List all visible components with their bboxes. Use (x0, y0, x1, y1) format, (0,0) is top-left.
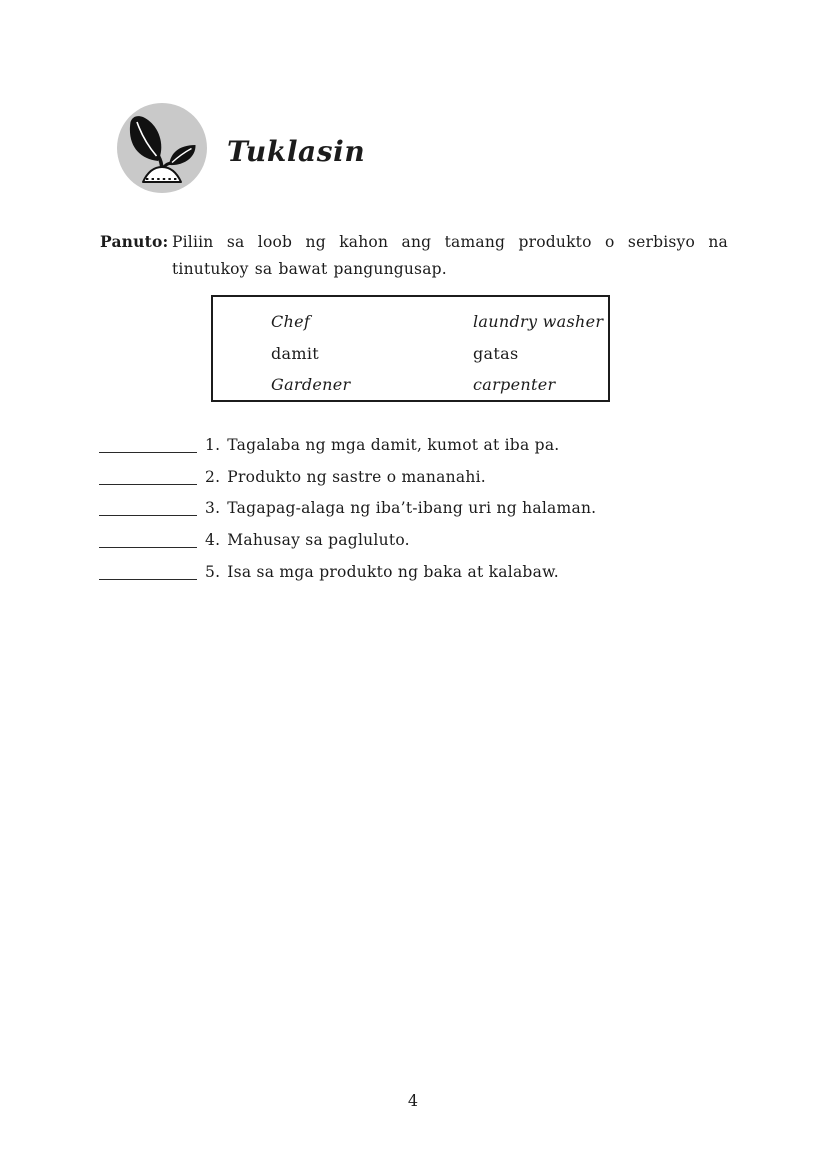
section-title: Tuklasin (227, 135, 366, 168)
question-number: 5. (205, 562, 221, 581)
word-bank-item: gatas (473, 343, 519, 363)
word-bank-item: carpenter (473, 375, 556, 395)
question-row (99, 436, 596, 468)
question-text: Produkto ng sastre o mananahi. (227, 467, 486, 486)
question-row (99, 499, 596, 531)
question-text: Isa sa mga produkto ng baka at kalabaw. (227, 562, 559, 581)
word-bank-row (213, 306, 608, 338)
answer-blank[interactable] (99, 503, 197, 516)
word-bank-item: laundry washer (473, 312, 604, 332)
question-number: 2. (205, 467, 221, 486)
question-row (99, 531, 596, 563)
word-bank-item: damit (271, 343, 319, 363)
word-bank-item: Gardener (271, 375, 351, 395)
word-bank-box (211, 295, 610, 402)
seedling-icon (117, 103, 207, 193)
answer-blank[interactable] (99, 440, 197, 453)
answer-blank[interactable] (99, 472, 197, 485)
answer-blank[interactable] (99, 535, 197, 548)
question-text: Tagalaba ng mga damit, kumot at iba pa. (227, 436, 560, 454)
instructions-text: Piliin sa loob ng kahon ang tamang produkto o serbisyo na tinutukoy sa bawat pangungusap. (172, 233, 728, 278)
question-row (99, 563, 596, 595)
word-bank-row (213, 338, 608, 370)
question-row (99, 468, 596, 500)
answer-blank[interactable] (99, 567, 197, 580)
question-number: 4. (205, 531, 221, 550)
instructions-block (100, 229, 728, 282)
question-text: Tagapag-alaga ng iba’t-ibang uri ng halaman. (227, 499, 597, 518)
question-number: 1. (205, 436, 221, 454)
instructions-label: Panuto: (100, 232, 169, 251)
question-text: Mahusay sa pagluluto. (227, 531, 410, 550)
seedling-icon-svg (117, 103, 207, 193)
word-bank-item: Chef (271, 312, 311, 332)
word-bank-row (213, 369, 608, 401)
page-number: 4 (407, 1091, 419, 1110)
question-number: 3. (205, 499, 221, 518)
questions-list (99, 436, 596, 594)
